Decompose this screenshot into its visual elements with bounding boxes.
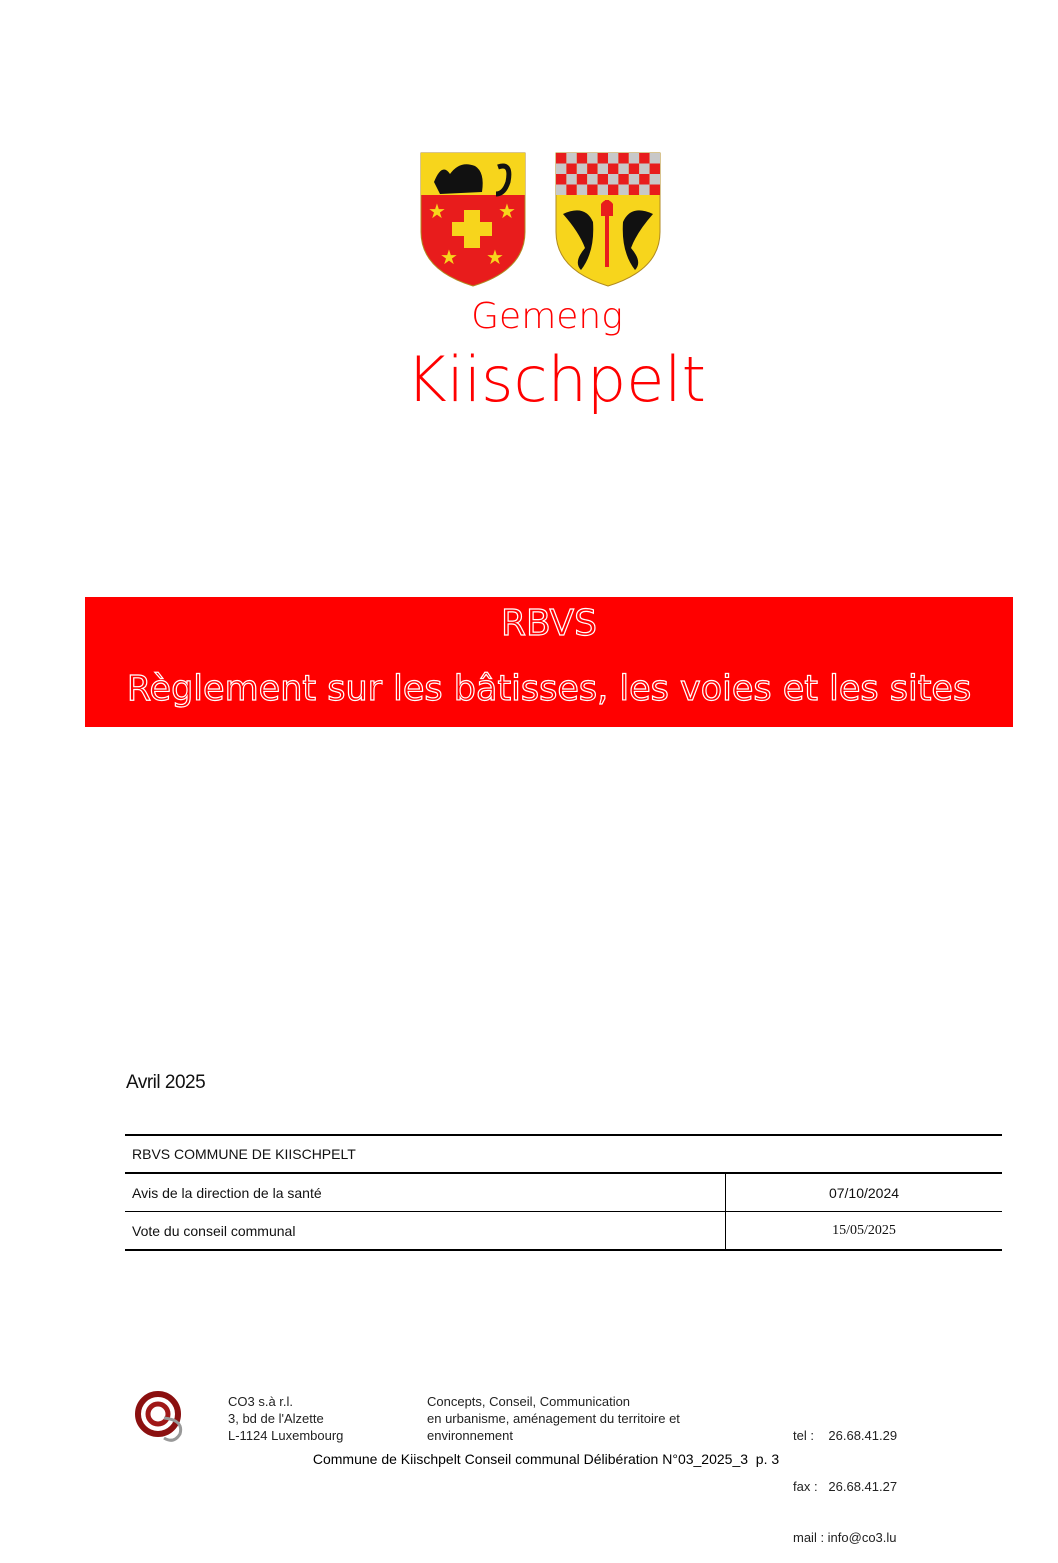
checker-square (556, 153, 566, 164)
contact-tel: tel : 26.68.41.29 (793, 1428, 898, 1443)
checker-square (639, 174, 649, 185)
checker-square (598, 185, 608, 196)
checker-square (618, 185, 628, 196)
checker-square (629, 185, 639, 196)
checker-square (577, 153, 587, 164)
checker-square (629, 153, 639, 164)
checker-square (639, 185, 649, 196)
checker-square (639, 164, 649, 175)
checker-square (556, 174, 566, 185)
svg-text:★: ★ (498, 199, 516, 223)
footer-contact (793, 1393, 897, 1563)
checker-square (650, 185, 660, 196)
checker-square (598, 174, 608, 185)
title-banner (85, 597, 1013, 727)
row-value: 15/05/2025 (726, 1212, 1003, 1251)
document-title: Règlement sur les bâtisses, les voies et les sites (126, 669, 972, 709)
services-line: environnement (427, 1428, 513, 1443)
coat-of-arms (420, 152, 662, 290)
checker-square (618, 153, 628, 164)
checker-square (650, 153, 660, 164)
checker-square (650, 174, 660, 185)
checker-square (608, 153, 618, 164)
svg-text:★: ★ (440, 245, 458, 269)
page-footer-note: Commune de Kiischpelt Conseil communal Délibération N°03_2025_3 p. 3 (312, 1451, 780, 1467)
svg-text:★: ★ (428, 199, 446, 223)
checker-square (608, 185, 618, 196)
checker-square (639, 153, 649, 164)
table-row (125, 1212, 1002, 1251)
approval-table (125, 1134, 1002, 1251)
checker-square (566, 153, 576, 164)
company-street: 3, bd de l'Alzette (228, 1411, 324, 1426)
company-city: L-1124 Luxembourg (228, 1428, 344, 1443)
checker-square (618, 174, 628, 185)
checker-square (587, 174, 597, 185)
checker-square (629, 174, 639, 185)
services-line: en urbanisme, aménagement du territoire et (427, 1411, 680, 1426)
checker-square (587, 185, 597, 196)
co3-logo-icon (134, 1390, 188, 1444)
row-label: Avis de la direction de la santé (125, 1173, 726, 1212)
checker-square (566, 164, 576, 175)
table-header: RBVS COMMUNE DE KIISCHPELT (125, 1135, 1002, 1173)
row-label: Vote du conseil communal (125, 1212, 726, 1251)
footer-company (228, 1393, 343, 1444)
commune-label: Gemeng (471, 296, 623, 337)
row-value: 07/10/2024 (726, 1173, 1003, 1212)
checker-square (650, 164, 660, 175)
checker-square (629, 164, 639, 175)
checker-square (577, 164, 587, 175)
contact-mail: mail : info@co3.lu (793, 1530, 897, 1545)
document-date: Avril 2025 (126, 1072, 206, 1093)
checker-square (587, 153, 597, 164)
shield-right-icon (556, 153, 660, 286)
company-name: CO3 s.à r.l. (228, 1394, 294, 1409)
checker-square (556, 164, 566, 175)
footer-services (427, 1393, 680, 1444)
checker-square (618, 164, 628, 175)
checker-square (608, 174, 618, 185)
contact-fax: fax : 26.68.41.27 (793, 1479, 898, 1494)
document-acronym: RBVS (500, 603, 598, 644)
commune-name: Kiischpelt (406, 343, 706, 416)
checker-square (556, 185, 566, 196)
checker-square (598, 153, 608, 164)
checker-square (608, 164, 618, 175)
svg-text:★: ★ (486, 245, 504, 269)
checker-square (566, 174, 576, 185)
checker-square (577, 174, 587, 185)
checker-square (577, 185, 587, 196)
checker-square (587, 164, 597, 175)
checker-square (566, 185, 576, 196)
checker-square (598, 164, 608, 175)
table-row (125, 1173, 1002, 1212)
services-line: Concepts, Conseil, Communication (427, 1394, 631, 1409)
shield-left-icon (421, 153, 525, 286)
